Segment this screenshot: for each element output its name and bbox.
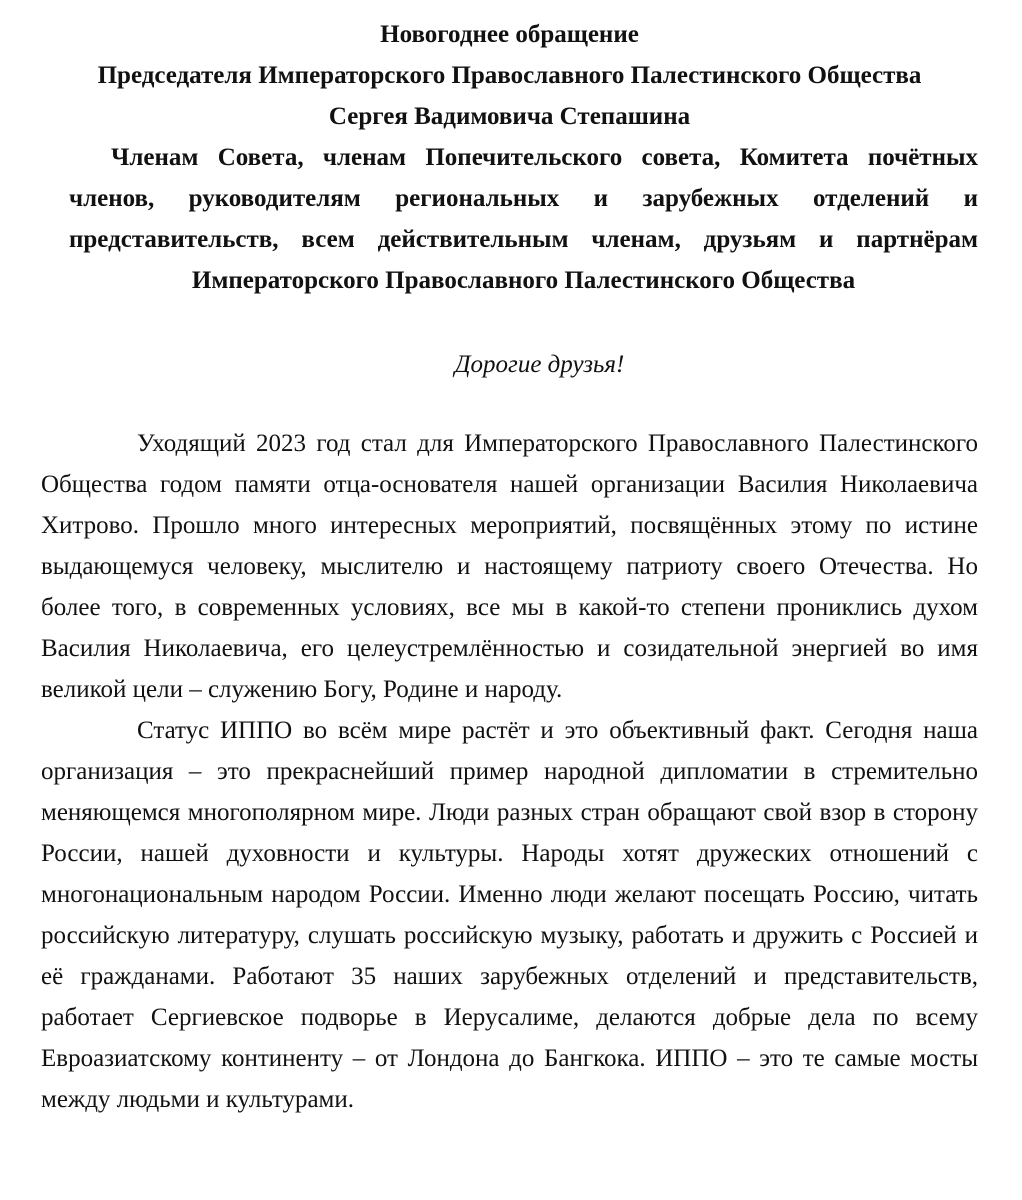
heading-title: Новогоднее обращение	[380, 21, 639, 48]
heading-author-name: Сергея Вадимовича Степашина	[328, 103, 691, 130]
body-paragraph-1: Уходящий 2023 год стал для Императорского Православного Палестинского Общества годом памяти отца-основателя нашей организации Василия Николаевича Хитрово. Прошло много интересных мероприятий, посвящённых этому по истине выдающемуся человеку, мыслителю и настоящему патриоту своего Отечества. Но более того, в современных условиях, все мы в какой-то степени прониклись духом Василия Николаевича, его целеустремлённостью и созидательной энергией во имя великой цели – служению Богу, Родине и народу.	[41, 430, 978, 703]
heading-author-position: Председателя Императорского Православного Палестинского Общества	[97, 62, 922, 89]
body-paragraph-2: Статус ИППО во всём мире растёт и это объективный факт. Сегодня наша организация – это прекраснейший пример народной дипломатии в стремительно меняющемся многополярном мире. Люди разных стран обращают свой взор в сторону России, нашей духовности и культуры. Народы хотят дружеских отношений с многонациональным народом России. Именно люди желают посещать Россию, читать российскую литературу, слушать российскую музыку, работать и дружить с Россией и её гражданами. Работают 35 наших зарубежных отделений и представительств, работает Сергиевское подворье в Иерусалиме, делаются добрые дела по всему Евроазиатскому континенту – от Лондона до Бангкока. ИППО – это те самые мосты между людьми и культурами.	[41, 717, 978, 1113]
document-heading	[41, 14, 978, 137]
greeting: Дорогие друзья!	[454, 351, 625, 378]
addressee-block: Членам Совета, членам Попечительского совета, Комитета почётных членов, руководителям региональных и зарубежных отделений и представительств, всем действительным членам, друзьям и партнёрам Императорского Православного Палестинского Общества	[69, 144, 978, 294]
